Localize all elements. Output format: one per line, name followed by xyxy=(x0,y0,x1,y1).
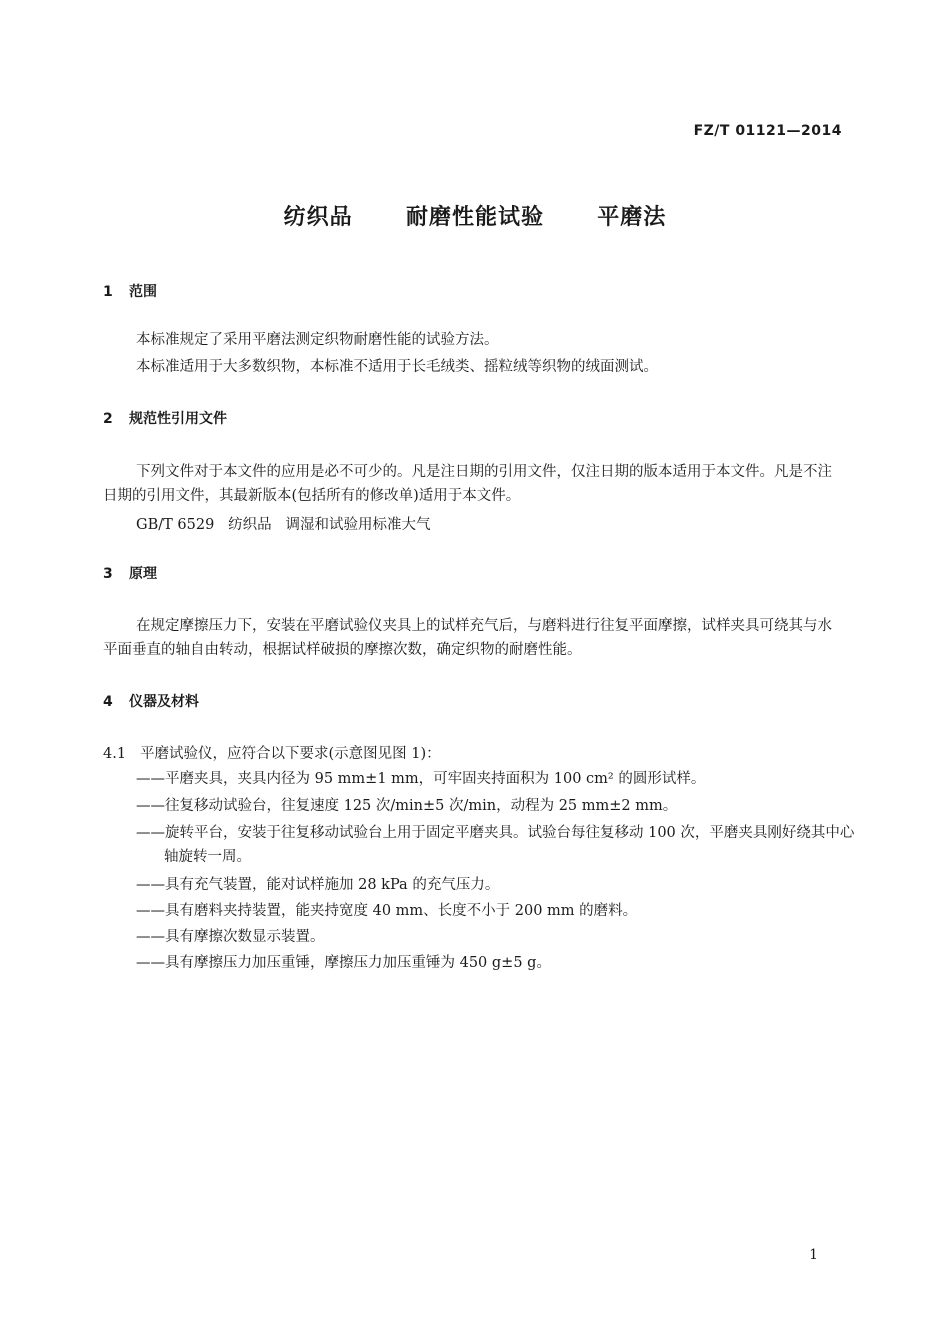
section-heading-apparatus xyxy=(103,691,199,711)
requirement-item: ——具有摩擦压力加压重锤，摩擦压力加压重锤为 450 g±5 g。 xyxy=(136,955,551,971)
subsection-4-1 xyxy=(103,742,441,763)
reference-gbt6529: GB/T 6529 纺织品 调湿和试验用标准大气 xyxy=(136,517,431,533)
requirement-item: ——往复移动试验台，往复速度 125 次/min±5 次/min，动程为 25 mm±2 mm。 xyxy=(136,798,678,814)
section-title: 范围 xyxy=(129,284,157,300)
standard-code: FZ/T 01121—2014 xyxy=(693,123,842,139)
references-paragraph: 下列文件对于本文件的应用是必不可少的。凡是注日期的引用文件，仅注日期的版本适用于本文件。凡是不注日期的引用文件，其最新版本(包括所有的修改单)适用于本文件。 xyxy=(103,464,832,504)
requirement-item: ——具有磨料夹持装置，能夹持宽度 40 mm、长度不小于 200 mm 的磨料。 xyxy=(136,903,638,919)
section-title: 仪器及材料 xyxy=(129,694,199,710)
page-number: 1 xyxy=(809,1247,818,1263)
requirement-item: ——平磨夹具，夹具内径为 95 mm±1 mm，可牢固夹持面积为 100 cm² 的圆形试样。 xyxy=(136,771,706,787)
section-title: 规范性引用文件 xyxy=(129,411,227,427)
subsection-number: 4.1 xyxy=(103,746,127,762)
requirement-item: ——具有摩擦次数显示装置。 xyxy=(136,929,325,945)
requirement-item: ——具有充气装置，能对试样施加 28 kPa 的充气压力。 xyxy=(136,877,500,893)
document-title: 纺织品 耐磨性能试验 平磨法 xyxy=(283,205,667,230)
section-heading-scope xyxy=(103,281,157,301)
principle-paragraph: 在规定摩擦压力下，安装在平磨试验仪夹具上的试样充气后，与磨料进行往复平面摩擦，试样夹具可绕其与水平面垂直的轴自由转动，根据试样破损的摩擦次数，确定织物的耐磨性能。 xyxy=(103,618,832,658)
scope-paragraph-2: 本标准适用于大多数织物，本标准不适用于长毛绒类、摇粒绒等织物的绒面测试。 xyxy=(136,359,658,375)
section-heading-normative-references xyxy=(103,408,227,428)
section-number: 3 xyxy=(103,566,113,582)
section-heading-principle xyxy=(103,563,157,583)
requirement-item: ——旋转平台，安装于往复移动试验台上用于固定平磨夹具。试验台每往复移动 100 次，平磨夹具刚好绕其中心轴旋转一周。 xyxy=(136,825,855,865)
section-number: 4 xyxy=(103,694,113,710)
scope-paragraph-1: 本标准规定了采用平磨法测定织物耐磨性能的试验方法。 xyxy=(136,332,499,348)
section-number: 2 xyxy=(103,411,113,427)
section-number: 1 xyxy=(103,284,113,300)
subsection-text: 平磨试验仪，应符合以下要求(示意图见图 1)： xyxy=(140,746,441,762)
section-title: 原理 xyxy=(129,566,157,582)
